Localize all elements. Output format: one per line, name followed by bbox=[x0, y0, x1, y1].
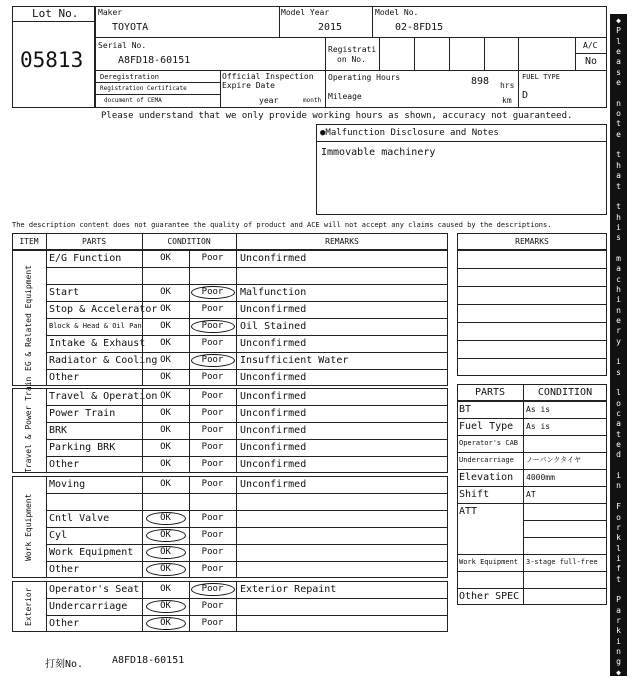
remark: Unconfirmed bbox=[240, 338, 307, 349]
registration-label-2: on No. bbox=[337, 55, 366, 64]
part-name: Power Train bbox=[49, 408, 116, 419]
spec-part: BT bbox=[459, 404, 472, 415]
condition-poor: Poor bbox=[201, 338, 224, 348]
condition-poor: Poor bbox=[201, 459, 224, 469]
divider bbox=[95, 70, 607, 71]
column-divider bbox=[236, 233, 237, 250]
condition-ok: OK bbox=[160, 372, 171, 382]
selected-circle bbox=[146, 617, 186, 630]
model-year: 2015 bbox=[318, 22, 343, 33]
selected-circle bbox=[146, 563, 186, 576]
maker: TOYOTA bbox=[112, 22, 149, 33]
spec-value: As is bbox=[526, 405, 551, 414]
divider bbox=[325, 37, 326, 108]
sidebar-char: c bbox=[616, 409, 621, 419]
divider bbox=[379, 37, 380, 70]
row-divider bbox=[457, 340, 607, 341]
divider bbox=[220, 70, 221, 108]
remark: Insufficient Water bbox=[240, 355, 349, 366]
part-name: Radiator & Cooling bbox=[49, 355, 158, 366]
sidebar-char: n bbox=[616, 305, 621, 315]
spec-part: Undercarriage bbox=[459, 456, 514, 464]
registration-label: Registrati bbox=[328, 45, 377, 54]
condition-ok: OK bbox=[160, 391, 171, 401]
registration-certificate-label: Registration Certificate bbox=[100, 85, 187, 92]
part-name: Moving bbox=[49, 479, 86, 490]
condition-ok: OK bbox=[160, 584, 171, 594]
condition-poor: Poor bbox=[201, 408, 224, 418]
sidebar-char: P bbox=[616, 595, 621, 605]
sidebar-char: h bbox=[616, 212, 621, 222]
spec-value: 3-stage full-free bbox=[526, 558, 598, 566]
condition-ok: OK bbox=[160, 287, 171, 297]
column-divider bbox=[46, 581, 47, 632]
sidebar-char: h bbox=[616, 284, 621, 294]
ac-value: No bbox=[585, 56, 598, 67]
sidebar-char: a bbox=[616, 419, 621, 429]
column-divider bbox=[142, 250, 143, 386]
ac-label: A/C bbox=[583, 41, 598, 50]
sidebar-char: n bbox=[616, 98, 621, 108]
condition-ok: OK bbox=[160, 530, 171, 540]
sidebar-char: k bbox=[616, 626, 621, 636]
sidebar-char: i bbox=[616, 295, 621, 305]
fuel-type-label: FUEL TYPE bbox=[522, 73, 560, 81]
sidebar-char: f bbox=[616, 564, 621, 574]
row-divider bbox=[46, 267, 448, 268]
stamp-value: A8FD18-60151 bbox=[112, 655, 185, 666]
part-name: Intake & Exhaust bbox=[49, 338, 146, 349]
part-name: Other bbox=[49, 372, 80, 383]
column-divider bbox=[46, 388, 47, 473]
condition-poor: Poor bbox=[201, 601, 224, 611]
sidebar-char: ◆ bbox=[616, 16, 621, 25]
column-divider bbox=[142, 388, 143, 473]
part-name: BRK bbox=[49, 425, 68, 436]
sidebar-char: r bbox=[616, 326, 621, 336]
sidebar-char: n bbox=[616, 646, 621, 656]
selected-circle bbox=[191, 320, 235, 333]
lot-number: 05813 bbox=[20, 48, 84, 72]
part-name: Stop & Accelerator bbox=[49, 304, 158, 315]
condition-ok: OK bbox=[160, 618, 171, 628]
column-divider bbox=[189, 476, 190, 578]
selected-circle bbox=[146, 600, 186, 613]
divider bbox=[95, 37, 607, 38]
condition-ok: OK bbox=[160, 442, 171, 452]
condition-poor: Poor bbox=[201, 321, 224, 331]
condition-ok: OK bbox=[160, 304, 171, 314]
condition-poor: Poor bbox=[201, 304, 224, 314]
spec-part: Fuel Type bbox=[459, 421, 514, 432]
sidebar-char: s bbox=[616, 367, 621, 377]
row-divider bbox=[457, 322, 607, 323]
condition-poor: Poor bbox=[201, 287, 224, 297]
remark: Unconfirmed bbox=[240, 304, 307, 315]
condition-ok: OK bbox=[160, 459, 171, 469]
selected-circle bbox=[146, 529, 186, 542]
divider bbox=[372, 6, 373, 37]
divider bbox=[484, 37, 485, 70]
sidebar-char: e bbox=[616, 440, 621, 450]
group-label: Work Equipment bbox=[24, 493, 33, 561]
condition-ok: OK bbox=[160, 479, 171, 489]
maker-label: Maker bbox=[98, 8, 123, 17]
column-divider bbox=[236, 250, 237, 386]
row-divider bbox=[457, 358, 607, 359]
condition-poor: Poor bbox=[201, 547, 224, 557]
sidebar-char: i bbox=[616, 636, 621, 646]
sidebar-char: e bbox=[616, 315, 621, 325]
sidebar-char: r bbox=[616, 522, 621, 532]
sidebar-char: t bbox=[616, 202, 621, 212]
condition-poor: Poor bbox=[201, 479, 224, 489]
part-name: Cntl Valve bbox=[49, 513, 110, 524]
selected-circle bbox=[191, 354, 235, 367]
sidebar-char: c bbox=[616, 274, 621, 284]
model-no: 02-8FD15 bbox=[395, 22, 444, 33]
part-name: Cyl bbox=[49, 530, 68, 541]
condition-ok: OK bbox=[160, 601, 171, 611]
disclaimer-text: The description content does not guarantee the quality of product and ACE will not accept any claims caused by the descriptions. bbox=[12, 221, 552, 229]
parts-header: PARTS bbox=[81, 237, 107, 246]
operating-hours-label: Operating Hours bbox=[328, 73, 401, 82]
selected-circle bbox=[146, 546, 186, 559]
sidebar-char: F bbox=[616, 502, 621, 512]
group-label: Exterior bbox=[24, 587, 33, 626]
remark: Unconfirmed bbox=[240, 479, 307, 490]
part-name: Travel & Operation bbox=[49, 391, 158, 402]
condition-poor: Poor bbox=[201, 513, 224, 523]
row-divider bbox=[523, 520, 607, 521]
sidebar-char: a bbox=[616, 171, 621, 181]
model-no-label: Model No. bbox=[375, 8, 419, 17]
notice-text: Please understand that we only provide working hours as shown, accuracy not guaranteed. bbox=[101, 111, 573, 121]
column-divider bbox=[46, 476, 47, 578]
sidebar-char: a bbox=[616, 605, 621, 615]
condition-ok: OK bbox=[160, 321, 171, 331]
remark: Oil Stained bbox=[240, 321, 307, 332]
part-name: Parking BRK bbox=[49, 442, 116, 453]
item-header: ITEM bbox=[19, 237, 39, 246]
remark: Malfunction bbox=[240, 287, 307, 298]
sidebar-char: k bbox=[616, 533, 621, 543]
row-divider bbox=[457, 286, 607, 287]
sidebar-char: y bbox=[616, 336, 621, 346]
sidebar-char: i bbox=[616, 357, 621, 367]
column-divider bbox=[189, 250, 190, 386]
sidebar-char: m bbox=[616, 253, 621, 263]
condition-ok: OK bbox=[160, 355, 171, 365]
condition-ok: OK bbox=[160, 564, 171, 574]
sidebar-char: i bbox=[616, 222, 621, 232]
condition-poor: Poor bbox=[201, 391, 224, 401]
inspection-label-2: Expire Date bbox=[222, 81, 275, 90]
remark: Unconfirmed bbox=[240, 253, 307, 264]
divider bbox=[279, 6, 280, 37]
sidebar-char: s bbox=[616, 67, 621, 77]
inspection-label: Official Inspection bbox=[222, 72, 314, 81]
divider bbox=[414, 37, 415, 70]
deregistration-label: Deregistration bbox=[100, 73, 160, 81]
spec-parts-header: PARTS bbox=[474, 387, 506, 398]
part-name: Other bbox=[49, 564, 80, 575]
spec-condition-header: CONDITION bbox=[537, 387, 593, 398]
selected-circle bbox=[191, 286, 235, 299]
spec-value: 4000mm bbox=[526, 473, 555, 482]
column-divider bbox=[236, 388, 237, 473]
cema-label: document of CEMA bbox=[104, 97, 162, 104]
sidebar-char: o bbox=[616, 512, 621, 522]
sidebar-char: l bbox=[616, 388, 621, 398]
sidebar-char: t bbox=[616, 150, 621, 160]
spec-value: AT bbox=[526, 490, 536, 499]
spec-value: ノーパンクタイヤ bbox=[526, 456, 582, 464]
column-divider bbox=[189, 388, 190, 473]
part-name: Start bbox=[49, 287, 80, 298]
column-divider bbox=[46, 250, 47, 386]
sidebar-char: i bbox=[616, 553, 621, 563]
divider bbox=[449, 37, 450, 70]
column-divider bbox=[236, 476, 237, 578]
sidebar-char: l bbox=[616, 36, 621, 46]
sidebar-char: o bbox=[616, 109, 621, 119]
part-name: Operator's Seat bbox=[49, 584, 140, 595]
remark: Exterior Repaint bbox=[240, 584, 337, 595]
sidebar-char: r bbox=[616, 615, 621, 625]
row-divider bbox=[457, 268, 607, 269]
sidebar-char: l bbox=[616, 543, 621, 553]
condition-ok: OK bbox=[160, 408, 171, 418]
part-name: E/G Function bbox=[49, 253, 122, 264]
condition-poor: Poor bbox=[201, 564, 224, 574]
stamp-label: 打刻No. bbox=[45, 659, 84, 670]
lot-number-label: Lot No. bbox=[32, 7, 79, 20]
sidebar-char: t bbox=[616, 119, 621, 129]
condition-ok: OK bbox=[160, 338, 171, 348]
sidebar-char: e bbox=[616, 78, 621, 88]
remarks2-header: REMARKS bbox=[515, 237, 549, 246]
divider bbox=[95, 94, 220, 95]
spec-value: As is bbox=[526, 422, 551, 431]
sidebar-char: h bbox=[616, 160, 621, 170]
sidebar-char: ◆ bbox=[616, 667, 621, 677]
remarks-header: REMARKS bbox=[325, 237, 359, 246]
sidebar-char: a bbox=[616, 57, 621, 67]
condition-poor: Poor bbox=[201, 425, 224, 435]
part-name: Undercarriage bbox=[49, 601, 128, 612]
hrs-unit: hrs bbox=[500, 81, 515, 90]
km-unit: km bbox=[502, 96, 512, 105]
part-name: Work Equipment bbox=[49, 547, 134, 558]
condition-poor: Poor bbox=[201, 372, 224, 382]
part-name: Block & Head & Oil Pan bbox=[49, 322, 142, 330]
model-year-label: Model Year bbox=[281, 8, 330, 17]
sidebar-char: t bbox=[616, 574, 621, 584]
sidebar-char: s bbox=[616, 233, 621, 243]
condition-poor: Poor bbox=[201, 442, 224, 452]
spec-part: Elevation bbox=[459, 472, 514, 483]
year-label: year bbox=[259, 96, 279, 105]
malfunction-title: ●Malfunction Disclosure and Notes bbox=[320, 128, 499, 138]
condition-poor: Poor bbox=[201, 355, 224, 365]
condition-poor: Poor bbox=[201, 530, 224, 540]
sidebar-char: g bbox=[616, 657, 621, 667]
spec-part: Other SPEC bbox=[459, 591, 520, 602]
column-divider bbox=[142, 233, 143, 250]
condition-ok: OK bbox=[160, 513, 171, 523]
condition-ok: OK bbox=[160, 547, 171, 557]
selected-circle bbox=[146, 512, 186, 525]
divider bbox=[518, 37, 519, 108]
part-name: Other bbox=[49, 459, 80, 470]
sidebar-char: d bbox=[616, 450, 621, 460]
column-divider bbox=[189, 581, 190, 632]
column-divider bbox=[142, 581, 143, 632]
sidebar-char: P bbox=[616, 26, 621, 36]
notice-sidebar bbox=[610, 14, 627, 676]
divider bbox=[95, 82, 220, 83]
selected-circle bbox=[191, 583, 235, 596]
serial-no: A8FD18-60151 bbox=[118, 55, 191, 66]
remark: Unconfirmed bbox=[240, 408, 307, 419]
divider bbox=[575, 53, 607, 54]
remark: Unconfirmed bbox=[240, 391, 307, 402]
column-divider bbox=[46, 233, 47, 250]
group-label: Travel & Power Train bbox=[24, 376, 33, 473]
spec-part: Work Equipment bbox=[459, 558, 519, 566]
remark: Unconfirmed bbox=[240, 372, 307, 383]
month-label: month bbox=[303, 97, 322, 104]
row-divider bbox=[523, 537, 607, 538]
condition-poor: Poor bbox=[201, 584, 224, 594]
mileage-label: Mileage bbox=[328, 92, 362, 101]
divider bbox=[12, 21, 95, 22]
spec-part: ATT bbox=[459, 506, 478, 517]
remark: Unconfirmed bbox=[240, 425, 307, 436]
condition-ok: OK bbox=[160, 253, 171, 263]
remark: Unconfirmed bbox=[240, 459, 307, 470]
row-divider bbox=[457, 304, 607, 305]
column-divider bbox=[142, 476, 143, 578]
part-name: Other bbox=[49, 618, 80, 629]
condition-header: CONDITION bbox=[167, 237, 211, 246]
spec-part: Operator's CAB bbox=[459, 439, 519, 447]
column-divider bbox=[236, 581, 237, 632]
condition-poor: Poor bbox=[201, 253, 224, 263]
row-divider bbox=[46, 493, 448, 494]
condition-poor: Poor bbox=[201, 618, 224, 628]
sidebar-char: o bbox=[616, 398, 621, 408]
divider bbox=[316, 141, 607, 142]
remark: Unconfirmed bbox=[240, 442, 307, 453]
condition-ok: OK bbox=[160, 425, 171, 435]
row-divider bbox=[457, 571, 607, 572]
sidebar-char: a bbox=[616, 264, 621, 274]
sidebar-char: t bbox=[616, 181, 621, 191]
sidebar-char: i bbox=[616, 471, 621, 481]
sidebar-char: t bbox=[616, 429, 621, 439]
malfunction-text: Immovable machinery bbox=[321, 147, 436, 158]
sidebar-char: e bbox=[616, 129, 621, 139]
serial-no-label: Serial No. bbox=[98, 41, 147, 50]
operating-hours: 898 bbox=[471, 76, 490, 87]
sidebar-char: e bbox=[616, 47, 621, 57]
spec-part: Shift bbox=[459, 489, 490, 500]
fuel-type: D bbox=[522, 90, 529, 101]
sidebar-char: n bbox=[616, 481, 621, 491]
group-label: EG & Related Equipment bbox=[24, 265, 33, 371]
